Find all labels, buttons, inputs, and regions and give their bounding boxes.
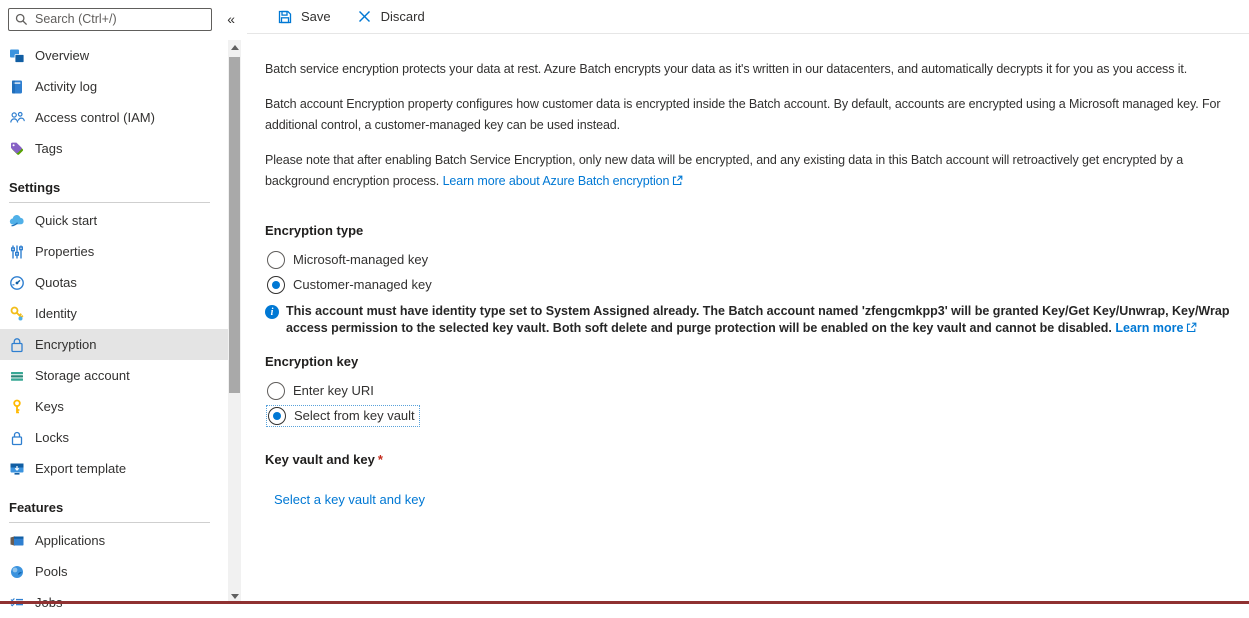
learn-more-encryption-link[interactable]: [443, 174, 684, 188]
radio-select-from-key-vault[interactable]: [265, 403, 1239, 428]
radio-label: Customer-managed key: [293, 277, 432, 292]
sidebar: [0, 0, 247, 604]
sidebar-item-label: Tags: [35, 141, 63, 156]
sidebar-item-quotas[interactable]: [0, 267, 228, 298]
sidebar-item-label: Encryption: [35, 337, 97, 352]
radio-circle-icon[interactable]: [268, 407, 286, 425]
sidebar-item-label: Overview: [35, 48, 90, 63]
sidebar-item-keys[interactable]: [0, 391, 228, 422]
discard-x-icon: [357, 9, 373, 25]
sidebar-item-identity[interactable]: [0, 298, 228, 329]
radio-circle-icon[interactable]: [267, 382, 285, 400]
collapse-sidebar-button[interactable]: «: [227, 11, 235, 27]
radio-microsoft-managed-key[interactable]: [265, 247, 1239, 272]
main-pane: [247, 0, 1249, 604]
sidebar-item-label: Export template: [35, 461, 127, 476]
encryption-content: [247, 34, 1249, 507]
storage-account-icon: [9, 368, 25, 384]
search-input[interactable]: [33, 11, 205, 27]
scrollbar-thumb[interactable]: [229, 57, 240, 393]
radio-label: Select from key vault: [294, 408, 415, 423]
save-button-label: Save: [301, 9, 331, 24]
quotas-icon: [9, 275, 25, 291]
discard-button-label: Discard: [380, 9, 425, 24]
command-bar: [247, 0, 1249, 34]
sidebar-item-label: Identity: [35, 306, 77, 321]
activity-log-icon: [9, 79, 25, 95]
sidebar-item-label: Locks: [35, 430, 69, 445]
intro-paragraph-2: Batch account Encryption property configures how customer data is encrypted inside the Batch account. By default, accounts are encrypted using a Microsoft managed key. For additional control, a customer-managed key can be used instead.: [265, 97, 1221, 132]
radio-customer-managed-key[interactable]: [265, 272, 1239, 297]
identity-info-note: [265, 303, 1239, 338]
quick-start-icon: [9, 213, 25, 229]
learn-more-link[interactable]: [1115, 321, 1197, 335]
sidebar-item-encryption[interactable]: [0, 329, 228, 360]
link-label: Learn more about Azure Batch encryption: [442, 174, 670, 188]
sidebar-item-label: Quotas: [35, 275, 77, 290]
sidebar-item-access-control[interactable]: [0, 102, 228, 133]
applications-icon: [9, 533, 25, 549]
sidebar-item-applications[interactable]: [0, 525, 228, 556]
external-link-icon: [672, 172, 683, 193]
encryption-type-label: Encryption type: [265, 223, 364, 238]
access-control-icon: [9, 110, 25, 126]
discard-button[interactable]: [357, 9, 425, 25]
radio-label: Microsoft-managed key: [293, 252, 429, 267]
encryption-key-label: Encryption key: [265, 354, 359, 369]
sidebar-item-label: Access control (IAM): [35, 110, 155, 125]
intro-paragraph-1: Batch service encryption protects your data at rest. Azure Batch encrypts your data as it's written in our datacenters, and automatically decrypts it for you as you access it.: [265, 62, 1188, 76]
external-link-icon: [1186, 321, 1197, 338]
sidebar-item-label: Keys: [35, 399, 64, 414]
radio-enter-key-uri[interactable]: [265, 378, 1239, 403]
search-box[interactable]: [8, 8, 212, 31]
locks-icon: [9, 430, 25, 446]
info-icon: i: [265, 305, 279, 319]
properties-icon: [9, 244, 25, 260]
radio-circle-icon[interactable]: [267, 276, 285, 294]
radio-label: Enter key URI: [293, 383, 374, 398]
sidebar-item-overview[interactable]: [0, 40, 228, 71]
sidebar-item-label: Storage account: [35, 368, 130, 383]
sidebar-item-label: Applications: [35, 533, 106, 548]
sidebar-item-storage-account[interactable]: [0, 360, 228, 391]
key-vault-and-key-label: Key vault and key *: [265, 452, 383, 467]
save-icon: [277, 9, 293, 25]
link-label: Learn more: [1115, 321, 1184, 335]
required-asterisk: *: [377, 452, 383, 467]
sidebar-item-label: Pools: [35, 564, 68, 579]
focused-option[interactable]: [266, 405, 420, 427]
sidebar-item-quick-start[interactable]: [0, 205, 228, 236]
sidebar-item-label: Activity log: [35, 79, 98, 94]
sidebar-item-locks[interactable]: [0, 422, 228, 453]
paragraph-text: Please note that after enabling Batch Service Encryption, only new data will be encrypted, and any existing data in this Batch account will retroactively get encrypted by a background encryption process.: [265, 153, 1184, 188]
scrollbar-up-arrow-icon[interactable]: [228, 40, 241, 54]
tags-icon: [9, 141, 25, 157]
export-template-icon: [9, 461, 25, 477]
encryption-icon: [9, 337, 25, 353]
sidebar-group-features: Features: [9, 500, 210, 523]
keys-icon: [9, 399, 25, 415]
save-button[interactable]: [277, 9, 331, 25]
select-key-vault-link[interactable]: Select a key vault and key: [274, 492, 426, 507]
sidebar-item-pools[interactable]: [0, 556, 228, 587]
sidebar-search-row: [0, 0, 247, 38]
info-note-text: This account must have identity type set to System Assigned already. The Batch account named 'zfengcmkpp3' will be granted Key/Get Key/Unwrap, Key/Wrap access permission to the selected key vault. Both soft delete and purge protection will be enabled on the key vault and cannot be disabled. Learn more: [286, 303, 1239, 338]
sidebar-item-label: Quick start: [35, 213, 98, 228]
sidebar-scrollbar[interactable]: [228, 40, 241, 604]
pools-icon: [9, 564, 25, 580]
sidebar-item-activity-log[interactable]: [0, 71, 228, 102]
sidebar-item-properties[interactable]: [0, 236, 228, 267]
sidebar-item-tags[interactable]: [0, 133, 228, 164]
identity-icon: [9, 306, 25, 322]
sidebar-item-label: Properties: [35, 244, 95, 259]
search-icon: [15, 13, 28, 26]
overview-icon: [9, 48, 25, 64]
sidebar-nav: [0, 40, 228, 618]
sidebar-item-export-template[interactable]: [0, 453, 228, 484]
intro-paragraph-3: [265, 150, 1239, 193]
radio-circle-icon[interactable]: [267, 251, 285, 269]
sidebar-group-settings: Settings: [9, 180, 210, 203]
